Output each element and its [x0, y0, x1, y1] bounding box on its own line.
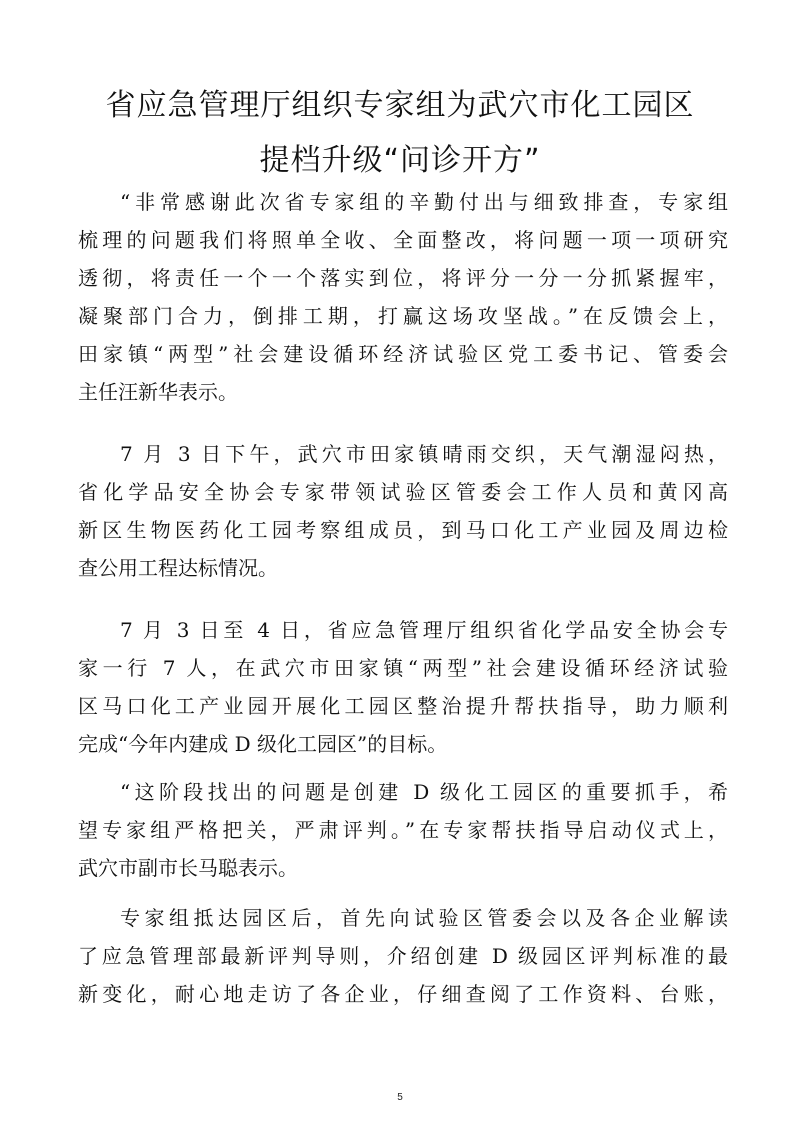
document-title-line-2: 提档升级“问诊开方” — [259, 143, 541, 178]
paragraph-line: 完成“今年内建成 D 级化工园区”的目标。 — [78, 732, 448, 756]
paragraph-line: 武穴市副市长马聪表示。 — [78, 856, 298, 880]
page-number: 5 — [397, 1092, 403, 1103]
paragraph-line: 家一行 7 人，在武穴市田家镇“两型”社会建设循环经济试验 — [78, 656, 728, 680]
paragraph-line: 透彻，将责任一个一个落实到位，将评分一分一分抓紧握牢， — [78, 266, 728, 290]
paragraph-line: 7 月 3 日下午，武穴市田家镇晴雨交织，天气潮湿闷热， — [120, 442, 728, 466]
paragraph-line: 望专家组严格把关，严肃评判。”在专家帮扶指导启动仪式上， — [78, 818, 728, 842]
paragraph-line: 新变化，耐心地走访了各企业，仔细查阅了工作资料、台账， — [78, 982, 728, 1006]
paragraph-line: 田家镇“两型”社会建设循环经济试验区党工委书记、管委会 — [78, 342, 728, 366]
paragraph-line: “这阶段找出的问题是创建 D 级化工园区的重要抓手，希 — [120, 780, 728, 804]
paragraph-line: 凝聚部门合力，倒排工期，打赢这场攻坚战。”在反馈会上， — [78, 304, 728, 328]
paragraph-line: 查公用工程达标情况。 — [78, 556, 278, 580]
paragraph-line: 主任汪新华表示。 — [78, 380, 238, 404]
paragraph-line: 新区生物医药化工园考察组成员，到马口化工产业园及周边检 — [78, 518, 728, 542]
paragraph-line: 省化学品安全协会专家带领试验区管委会工作人员和黄冈高 — [78, 480, 728, 504]
paragraph-line: 7 月 3 日至 4 日，省应急管理厅组织省化学品安全协会专 — [120, 618, 728, 642]
document-title-line-1: 省应急管理厅组织专家组为武穴市化工园区 — [105, 88, 695, 123]
paragraph-line: 专家组抵达园区后，首先向试验区管委会以及各企业解读 — [120, 906, 728, 930]
paragraph-line: 区马口化工产业园开展化工园区整治提升帮扶指导，助力顺利 — [78, 694, 728, 718]
paragraph-line: 了应急管理部最新评判导则，介绍创建 D 级园区评判标准的最 — [78, 944, 728, 968]
paragraph-line: 梳理的问题我们将照单全收、全面整改，将问题一项一项研究 — [78, 228, 728, 252]
paragraph-line: “非常感谢此次省专家组的辛勤付出与细致排查，专家组 — [120, 190, 728, 214]
